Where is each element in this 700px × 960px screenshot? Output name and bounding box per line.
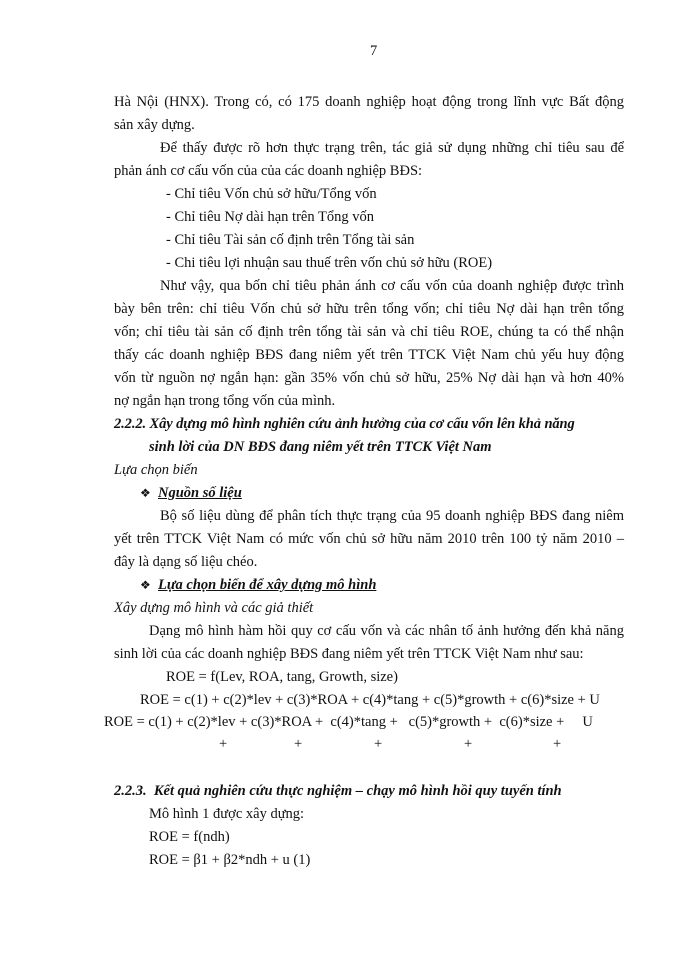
paragraph-line: phản ánh cơ cấu vốn của của các doanh nghiệp BĐS: [114, 163, 423, 179]
equation-2: ROE = c(1) + c(2)*lev + c(3)*ROA + c(4)*tang + c(5)*growth + c(6)*size + U [140, 692, 600, 708]
section-heading-222-cont: sinh lời của DN BĐS đang niêm yết trên TTCK Việt Nam [149, 439, 492, 455]
lua-chon-bien-mo-hinh-label: Lựa chọn biến để xây dựng mô hình [158, 577, 377, 593]
diamond-bullet-icon: ❖ [140, 578, 151, 592]
paragraph-line: nợ ngắn hạn trong tổng vốn của mình. [114, 393, 336, 409]
paragraph-line: sản xây dựng. [114, 117, 195, 133]
equation-5: ROE = β1 + β2*ndh + u (1) [149, 852, 311, 868]
bullet-item: - Chỉ tiêu Tài sản cố định trên Tổng tài sản [166, 232, 415, 248]
plus-sign: + [553, 736, 562, 752]
paragraph-line: thấy các doanh nghiệp BĐS đang niêm yết trên TTCK Việt Nam chủ yếu huy động [114, 347, 624, 363]
diamond-bullet-icon: ❖ [140, 486, 151, 500]
paragraph-line: Bộ số liệu dùng để phân tích thực trạng của 95 doanh nghiệp BĐS đang niêm [160, 508, 624, 524]
plus-sign: + [294, 736, 303, 752]
bullet-item: - Chi tiêu lợi nhuận sau thuế trên vốn chủ sở hữu (ROE) [166, 255, 493, 271]
page-number: 7 [370, 43, 378, 59]
plus-sign: + [374, 736, 383, 752]
bullet-item: - Chỉ tiêu Vốn chủ sở hữu/Tổng vốn [166, 186, 377, 202]
paragraph-line: vốn từ nguồn nợ ngắn hạn: gần 35% vốn chủ sở hữu, 25% Nợ dài hạn và hơn 40% [114, 370, 624, 386]
plus-sign: + [219, 736, 228, 752]
paragraph-line: Mô hình 1 được xây dựng: [149, 806, 305, 822]
paragraph-line: đây là dạng số liệu chéo. [114, 554, 258, 570]
plus-sign: + [464, 736, 473, 752]
subheading-lua-chon-bien: Lựa chọn biến [114, 462, 198, 478]
subheading-nguon-so-lieu [140, 484, 242, 502]
paragraph-line: Dạng mô hình hàm hồi quy cơ cấu vốn và các nhân tố ảnh hưởng đến khả năng [149, 623, 624, 639]
paragraph-line: vốn; chỉ tiêu tài sản cố định trên tổng tài sản và chỉ tiêu ROE, chúng ta có thể nhận [114, 324, 624, 340]
subheading-xay-dung-mo-hinh: Xây dựng mô hình và các giả thiết [114, 600, 314, 616]
bullet-item: - Chỉ tiêu Nợ dài hạn trên Tổng vốn [166, 209, 374, 225]
equation-3: ROE = c(1) + c(2)*lev + c(3)*ROA + c(4)*tang + c(5)*growth + c(6)*size + U [104, 714, 593, 730]
equation-1: ROE = f(Lev, ROA, tang, Growth, size) [166, 669, 398, 685]
paragraph-line: Như vậy, qua bốn chỉ tiêu phản ánh cơ cấu vốn của doanh nghiệp được trình [160, 278, 624, 294]
paragraph-line: Để thấy được rõ hơn thực trạng trên, tác giả sử dụng những chỉ tiêu sau để [160, 140, 624, 156]
paragraph-line: yết trên TTCK Việt Nam có mức vốn chủ sở hữu năm 2010 trên 100 tỷ năm 2010 – [114, 531, 624, 547]
section-heading-222: 2.2.2. Xây dựng mô hình nghiên cứu ảnh hưởng của cơ cấu vốn lên khả năng [114, 416, 575, 432]
section-heading-223: 2.2.3. Kết quả nghiên cứu thực nghiệm – chạy mô hình hồi quy tuyến tính [114, 783, 562, 799]
nguon-so-lieu-label: Nguồn số liệu [158, 485, 242, 501]
paragraph-line: Hà Nội (HNX). Trong có, có 175 doanh nghiệp hoạt động trong lĩnh vực Bất động [114, 94, 624, 110]
subheading-lua-chon-bien-mo-hinh [140, 576, 376, 594]
equation-4: ROE = f(ndh) [149, 829, 230, 845]
paragraph-line: bày bên trên: chỉ tiêu Vốn chủ sở hữu trên tổng vốn; chỉ tiêu Nợ dài hạn trên tổng [114, 301, 624, 317]
paragraph-line: sinh lời của các doanh nghiệp BĐS đang niêm yết trên TTCK Việt Nam như sau: [114, 646, 584, 662]
plus-sign-row [0, 736, 700, 754]
